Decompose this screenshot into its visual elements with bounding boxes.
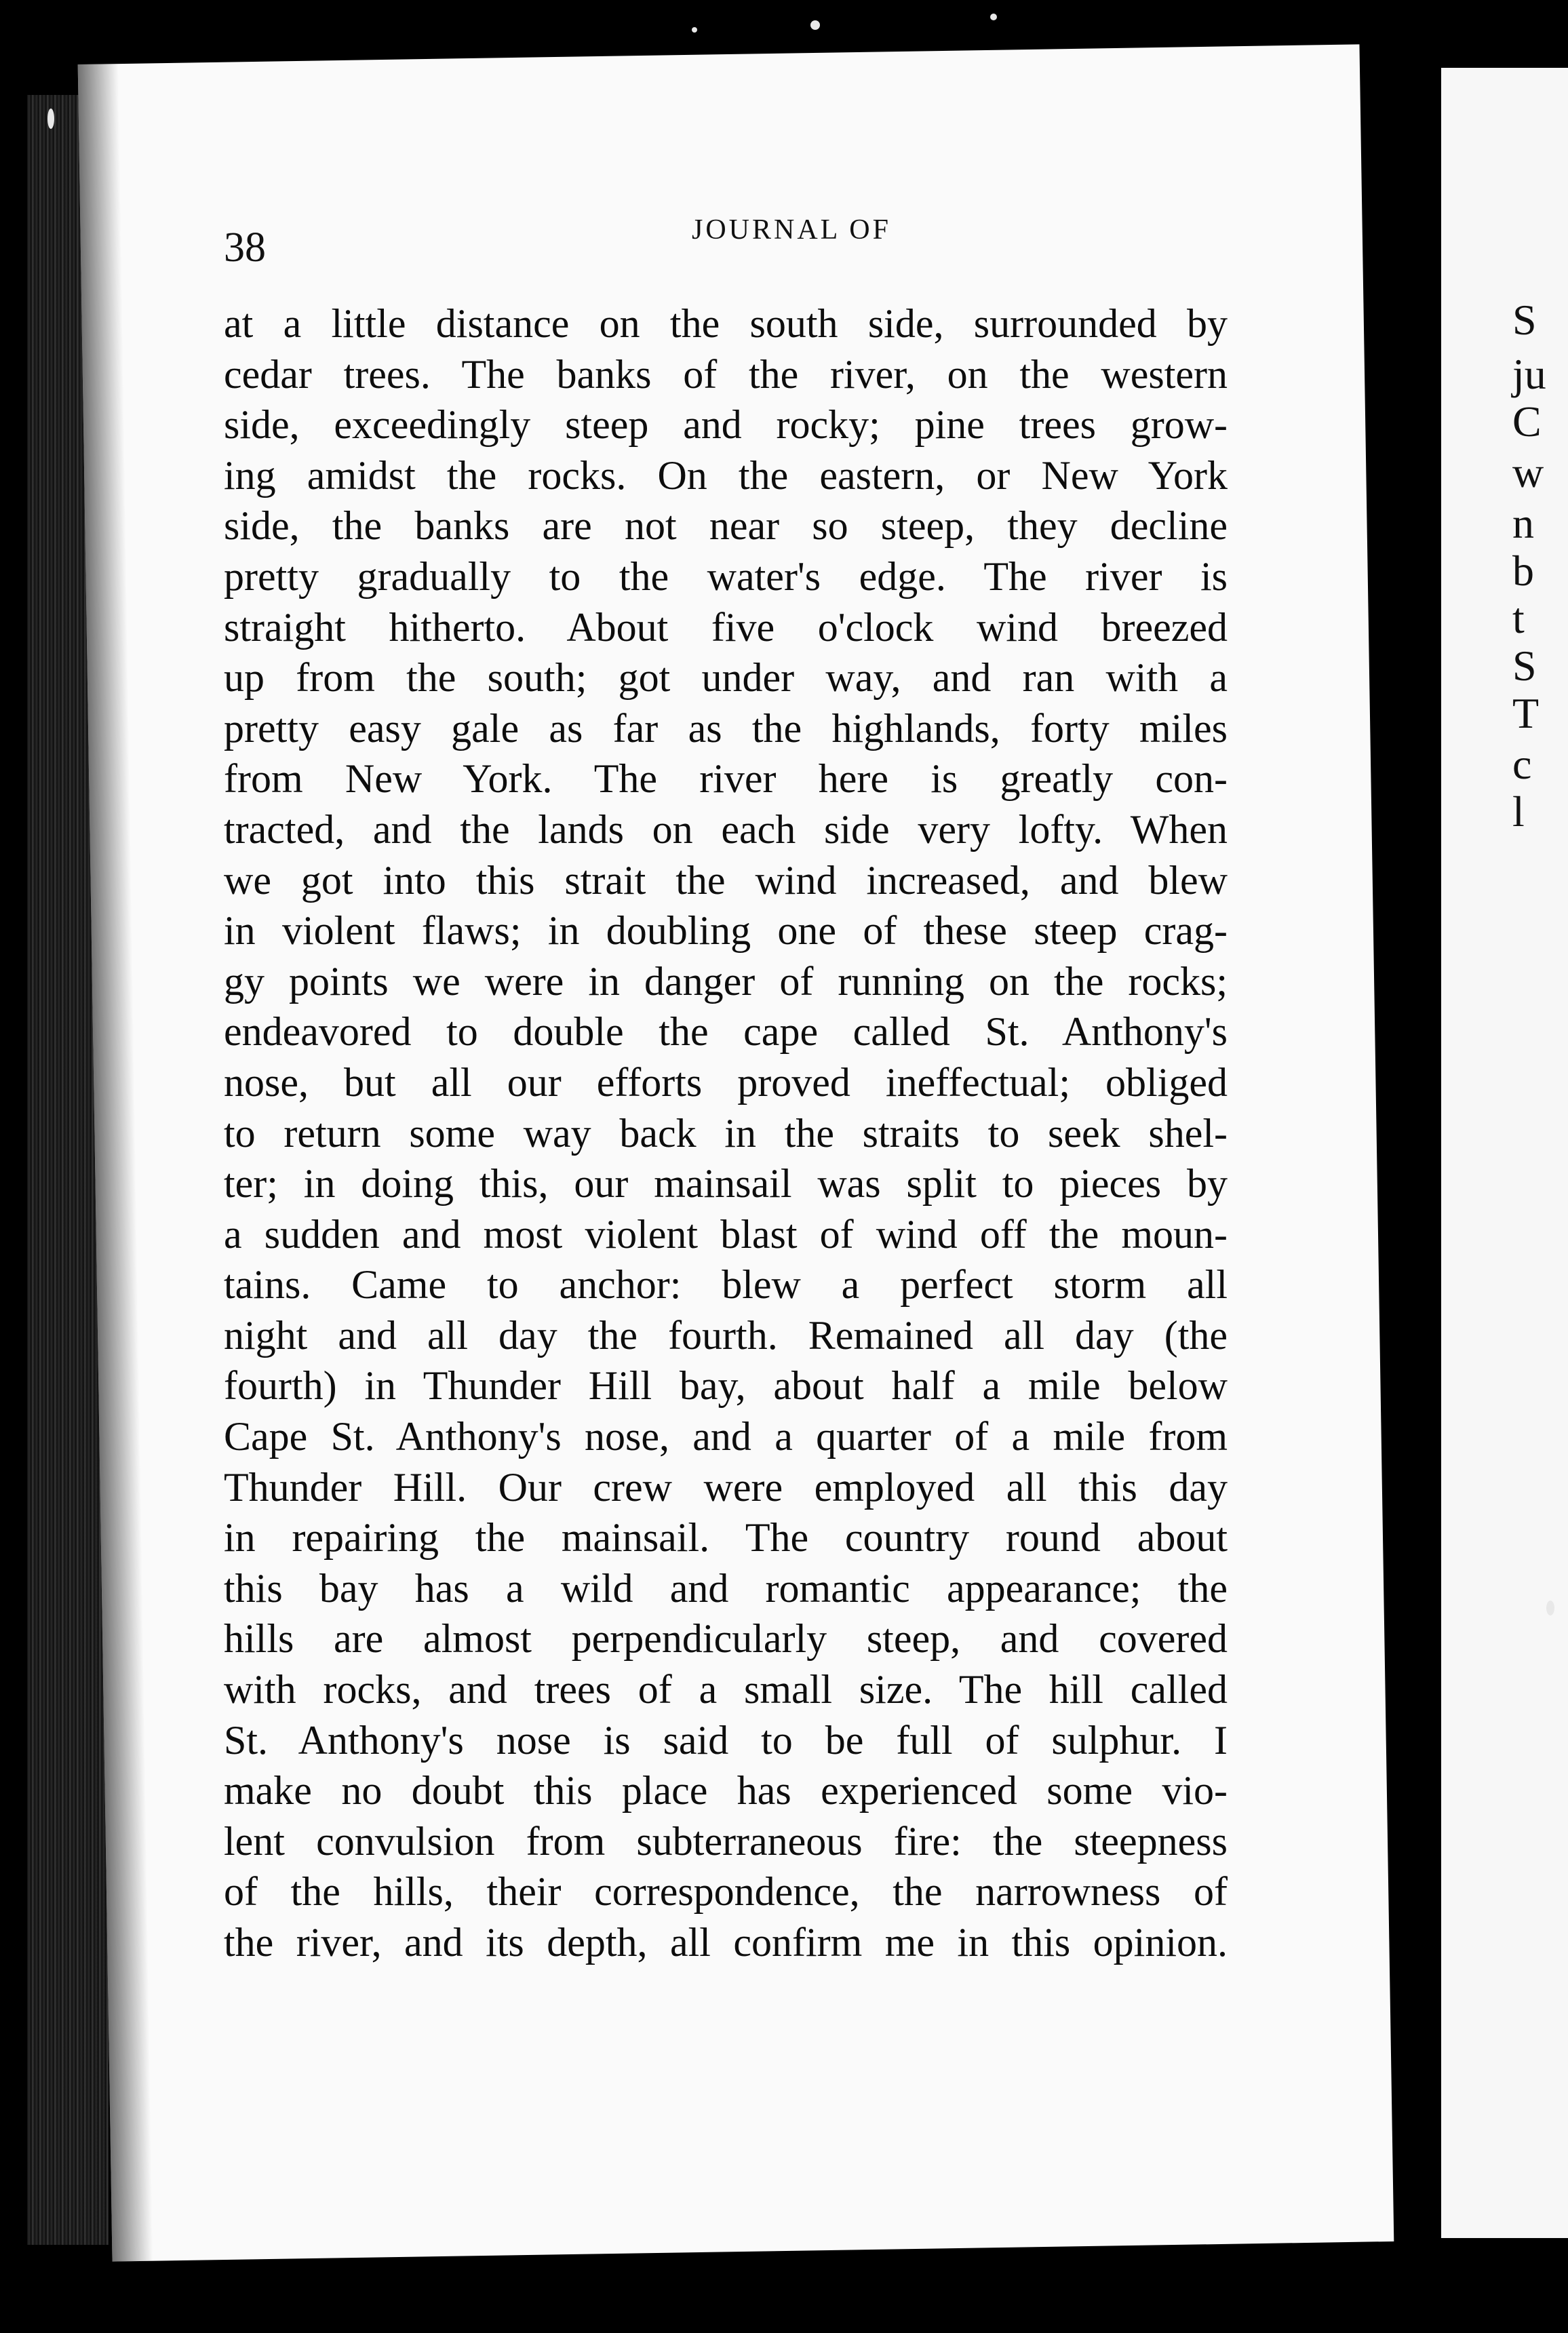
text-line: we got into this strait the wind increased, and blew: [224, 857, 1228, 903]
text-line: night and all day the fourth. Remained all day (the: [224, 1312, 1228, 1358]
text-line: pretty gradually to the water's edge. The river is: [224, 553, 1228, 599]
facing-fragment: T: [1512, 689, 1540, 737]
facing-fragment: t: [1512, 594, 1525, 642]
text-line: gy points we were in danger of running on the rocks;: [224, 958, 1228, 1004]
running-head: JOURNAL OF: [692, 214, 891, 246]
text-line: up from the south; got under way, and ran with a: [224, 655, 1228, 701]
text-line: hills are almost perpendicularly steep, and covered: [224, 1616, 1228, 1662]
facing-fragment: S: [1512, 642, 1537, 690]
text-line: with rocks, and trees of a small size. The hill called: [224, 1667, 1228, 1712]
text-line: tracted, and the lands on each side very lofty. When: [224, 806, 1228, 852]
text-line: lent convulsion from subterraneous fire: the steepness: [224, 1818, 1228, 1864]
text-line: make no doubt this place has experienced some vio-: [224, 1768, 1228, 1814]
facing-fragment: n: [1512, 499, 1534, 547]
text-line: in violent flaws; in doubling one of these steep crag-: [224, 908, 1228, 954]
text-line: of the hills, their correspondence, the narrowness of: [224, 1869, 1228, 1915]
text-line: at a little distance on the south side, surrounded by: [224, 301, 1228, 346]
text-line: endeavored to double the cape called St. Anthony's: [224, 1009, 1228, 1055]
facing-fragment: b: [1512, 547, 1534, 595]
text-line: the river, and its depth, all confirm me in this opinion.: [224, 1920, 1228, 1965]
facing-fragment: S: [1512, 296, 1537, 344]
text-line: to return some way back in the straits to seek shel-: [224, 1110, 1228, 1156]
page-number: 38: [224, 224, 266, 271]
text-line: cedar trees. The banks of the river, on the western: [224, 351, 1228, 397]
text-line: a sudden and most violent blast of wind off the moun-: [224, 1211, 1228, 1257]
facing-fragment: l: [1512, 787, 1525, 836]
text-line: ter; in doing this, our mainsail was split to pieces by: [224, 1161, 1228, 1207]
text-line: this bay has a wild and romantic appearance; the: [224, 1565, 1228, 1611]
facing-fragment: w: [1512, 448, 1544, 496]
facing-page: [1441, 68, 1568, 2238]
facing-fragment: ju: [1512, 350, 1546, 398]
text-line: from New York. The river here is greatly con-: [224, 756, 1228, 802]
text-line: ing amidst the rocks. On the eastern, or New York: [224, 452, 1228, 498]
body-text: [224, 298, 1228, 1968]
text-line: side, the banks are not near so steep, they decline: [224, 503, 1228, 549]
text-line: straight hitherto. About five o'clock wind breezed: [224, 604, 1228, 650]
text-line: Thunder Hill. Our crew were employed all this day: [224, 1464, 1228, 1510]
text-line: in repairing the mainsail. The country round about: [224, 1515, 1228, 1561]
text-line: side, exceedingly steep and rocky; pine trees grow-: [224, 402, 1228, 448]
text-line: pretty easy gale as far as the highlands, forty miles: [224, 705, 1228, 751]
text-line: fourth) in Thunder Hill bay, about half a mile below: [224, 1363, 1228, 1409]
text-line: Cape St. Anthony's nose, and a quarter of a mile from: [224, 1414, 1228, 1459]
facing-fragment: c: [1512, 740, 1532, 788]
text-line: tains. Came to anchor: blew a perfect storm all: [224, 1262, 1228, 1308]
text-line: St. Anthony's nose is said to be full of sulphur. I: [224, 1717, 1228, 1763]
facing-fragment: C: [1512, 397, 1542, 446]
text-line: nose, but all our efforts proved ineffectual; obliged: [224, 1059, 1228, 1105]
